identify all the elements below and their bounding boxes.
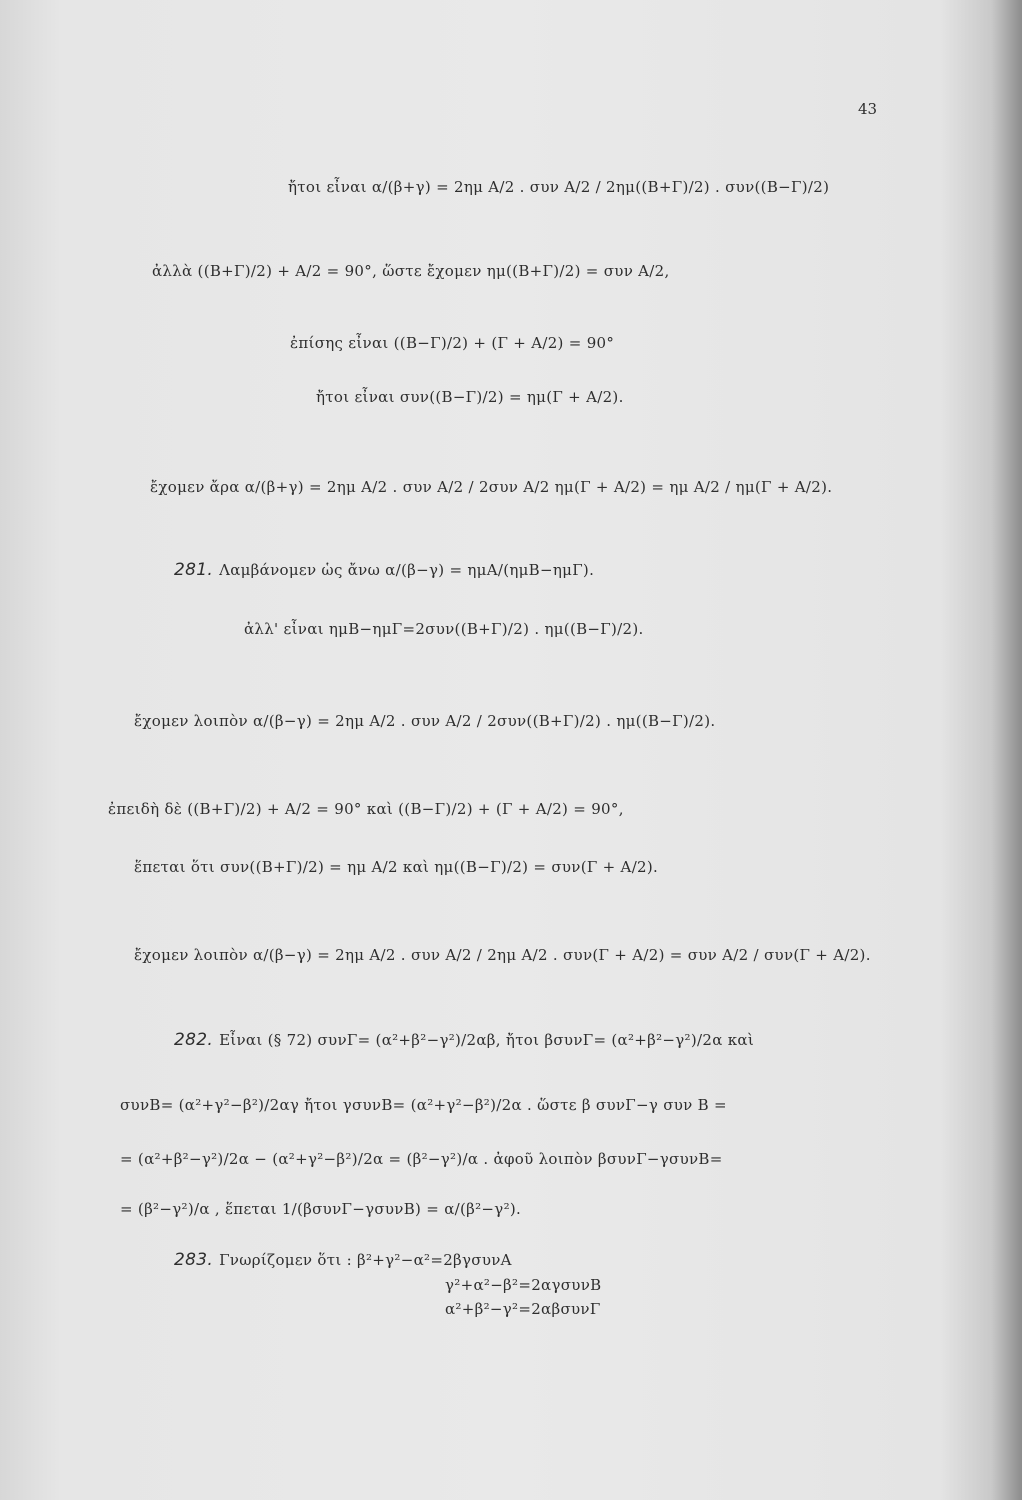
- equation-line: ἔχομεν λοιπὸν α/(β−γ) = 2ημ A/2 . συν A/2 / 2συν((B+Γ)/2) . ημ((B−Γ)/2).: [134, 712, 716, 730]
- equation-line: α²+β²−γ²=2αβσυνΓ: [445, 1300, 601, 1318]
- equation-line: ἐπίσης εἶναι ((B−Γ)/2) + (Γ + A/2) = 90°: [290, 334, 615, 352]
- problem-number: 281.: [174, 560, 214, 580]
- problem-282: 282. Εἶναι (§ 72) συνΓ= (α²+β²−γ²)/2αβ, ἤτοι βσυνΓ= (α²+β²−γ²)/2α καὶ: [174, 1030, 755, 1050]
- equation-line: ἀλλ' εἶναι ημB−ημΓ=2συν((B+Γ)/2) . ημ((B−Γ)/2).: [244, 620, 644, 638]
- equation-line: συνB= (α²+γ²−β²)/2αγ ἤτοι γσυνB= (α²+γ²−β²)/2α . ὥστε β συνΓ−γ συν B =: [120, 1096, 727, 1114]
- problem-number: 282.: [174, 1030, 214, 1050]
- problem-281: 281. Λαμβάνομεν ὡς ἄνω α/(β−γ) = ημA/(ημB−ημΓ).: [174, 560, 595, 580]
- equation-line: ἕπεται ὅτι συν((B+Γ)/2) = ημ A/2 καὶ ημ((B−Γ)/2) = συν(Γ + A/2).: [134, 858, 659, 876]
- problem-283: 283. Γνωρίζομεν ὅτι : β²+γ²−α²=2βγσυνA: [174, 1250, 512, 1270]
- equation-line: ἐπειδὴ δὲ ((B+Γ)/2) + A/2 = 90° καὶ ((B−Γ)/2) + (Γ + A/2) = 90°,: [108, 800, 624, 818]
- equation-line: γ²+α²−β²=2αγσυνB: [445, 1276, 602, 1294]
- equation-line: ἔχομεν λοιπὸν α/(β−γ) = 2ημ A/2 . συν A/2 / 2ημ A/2 . συν(Γ + A/2) = συν A/2 / συν(Γ + A/2).: [134, 946, 871, 964]
- page-number: 43: [858, 100, 878, 118]
- equation-line: = (α²+β²−γ²)/2α − (α²+γ²−β²)/2α = (β²−γ²)/α . ἀφοῦ λοιπὸν βσυνΓ−γσυνB=: [120, 1150, 723, 1168]
- equation-line: ἤτοι εἶναι συν((B−Γ)/2) = ημ(Γ + A/2).: [316, 388, 624, 406]
- equation-line: ἀλλὰ ((B+Γ)/2) + A/2 = 90°, ὥστε ἔχομεν ημ((B+Γ)/2) = συν A/2,: [152, 262, 670, 280]
- problem-number: 283.: [174, 1250, 214, 1270]
- equation-line: = (β²−γ²)/α , ἕπεται 1/(βσυνΓ−γσυνB) = α/(β²−γ²).: [120, 1200, 522, 1218]
- equation-line: ἤτοι εἶναι α/(β+γ) = 2ημ A/2 . συν A/2 / 2ημ((B+Γ)/2) . συν((B−Γ)/2): [288, 178, 830, 196]
- equation-line: ἔχομεν ἄρα α/(β+γ) = 2ημ A/2 . συν A/2 / 2συν A/2 ημ(Γ + A/2) = ημ A/2 / ημ(Γ + A/2).: [150, 478, 833, 496]
